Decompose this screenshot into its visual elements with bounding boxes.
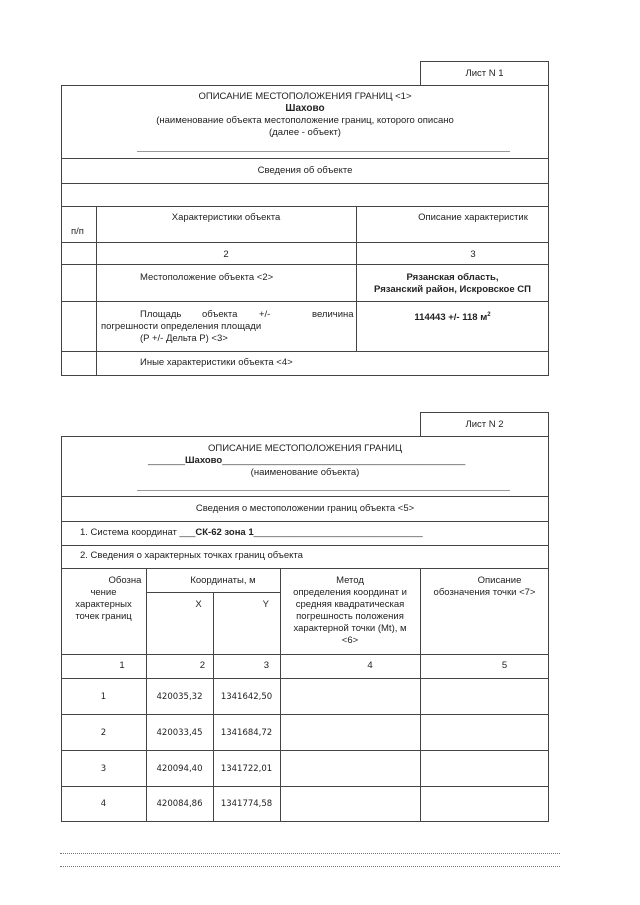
divider xyxy=(61,264,549,265)
area-label-line-3: (P +/- Дельта P) <3> xyxy=(140,333,228,344)
col1-header-4: точек границ xyxy=(75,611,132,622)
point-id: 3 xyxy=(100,764,107,774)
method-header-1: Метод xyxy=(336,575,364,586)
col-index-1: 1 xyxy=(119,660,125,671)
col1-header-1: Обозна xyxy=(108,575,142,586)
point-x: 420035,32 xyxy=(156,692,203,702)
area-label-word-3: +/- xyxy=(259,309,271,320)
sheet-2-label: Лист N 2 xyxy=(465,419,504,430)
column-divider xyxy=(213,592,214,822)
sheet-1-label: Лист N 1 xyxy=(465,68,504,79)
method-header-3: средняя квадратическая xyxy=(295,599,405,610)
area-label-line-2: погрешности определения площади xyxy=(101,321,262,332)
divider xyxy=(61,496,549,497)
name-suffix: ______________________________________________ xyxy=(222,455,466,466)
point-id: 2 xyxy=(100,728,107,738)
sheet-2-object-line xyxy=(148,455,465,467)
divider xyxy=(61,714,549,715)
divider xyxy=(61,183,549,184)
desc-header-2: обозначения точки <7> xyxy=(433,587,536,598)
sheet-1-underline xyxy=(137,151,510,152)
point-id: 1 xyxy=(100,692,107,702)
desc-header-1: Описание xyxy=(477,575,522,586)
divider xyxy=(146,592,280,593)
method-header-4: погрешность положения xyxy=(296,611,404,622)
sheet-1-col3-index: 3 xyxy=(470,249,476,260)
point-y: 1341722,01 xyxy=(220,764,273,774)
sheet-1-col2-index: 2 xyxy=(223,249,229,260)
sheet-2-underline xyxy=(137,490,510,491)
location-value-1: Рязанская область, xyxy=(406,272,499,283)
sheet-2-subtitle: (наименование объекта) xyxy=(250,467,360,478)
area-label-word-2: объекта xyxy=(202,309,238,320)
divider xyxy=(61,158,549,159)
divider xyxy=(61,654,549,655)
sheet-2-title: ОПИСАНИЕ МЕСТОПОЛОЖЕНИЯ ГРАНИЦ xyxy=(208,443,402,454)
divider xyxy=(61,568,549,569)
sheet-2-section-title: Сведения о местоположении границ объекта <5> xyxy=(195,503,415,514)
y-header: Y xyxy=(262,599,269,610)
area-value-text: 114443 +/- 118 м xyxy=(414,312,488,324)
area-label-word-1: Площадь xyxy=(140,309,182,320)
divider xyxy=(61,206,549,207)
col-index-2: 2 xyxy=(199,660,205,671)
column-divider xyxy=(420,568,421,822)
points-title: 2. Сведения о характерных точках границ объекта xyxy=(80,550,303,561)
method-header-5: характерной точки (Mt), м xyxy=(293,623,407,634)
point-x: 420084,86 xyxy=(156,799,203,809)
page-break-line xyxy=(60,866,560,867)
col-index-3: 3 xyxy=(263,660,269,671)
other-characteristics-label: Иные характеристики объекта <4> xyxy=(140,357,293,368)
col-index-4: 4 xyxy=(367,660,373,671)
col1-header-2: чение xyxy=(90,587,117,598)
sheet-1-section-title: Сведения об объекте xyxy=(257,165,353,176)
coord-system-line xyxy=(80,527,423,539)
method-header-2: определения координат и xyxy=(293,587,407,598)
divider xyxy=(61,750,549,751)
x-header: X xyxy=(195,599,202,610)
divider xyxy=(61,521,549,522)
location-label: Местоположение объекта <2> xyxy=(140,272,274,283)
sheet-1-object-name: Шахово xyxy=(285,103,325,114)
location-value-2: Рязанский район, Искровское СП xyxy=(374,284,531,295)
divider xyxy=(61,242,549,243)
area-value xyxy=(356,309,549,324)
method-header-6: <6> xyxy=(341,635,359,646)
coord-system-prefix: 1. Система координат ___ xyxy=(80,527,196,538)
area-value-sup: 2 xyxy=(487,312,491,318)
area-label-word-4: величина xyxy=(312,309,354,320)
sheet-1-col-characteristics: Характеристики объекта xyxy=(171,212,281,223)
name-prefix: _______ xyxy=(148,455,185,466)
sheet-1-col-description: Описание характеристик xyxy=(418,212,528,223)
sheet-1-subtitle-2: (далее - объект) xyxy=(269,127,341,138)
point-y: 1341642,50 xyxy=(220,692,273,702)
divider xyxy=(61,786,549,787)
sheet-1-col-num: п/п xyxy=(71,226,84,237)
point-x: 420094,40 xyxy=(156,764,203,774)
point-x: 420033,45 xyxy=(156,728,203,738)
page-break-line xyxy=(60,853,560,854)
point-y: 1341684,72 xyxy=(220,728,273,738)
col1-header-3: характерных xyxy=(75,599,132,610)
coord-system-value: СК-62 зона 1 xyxy=(195,527,254,538)
point-id: 4 xyxy=(100,799,107,809)
divider xyxy=(61,678,549,679)
coords-header: Координаты, м xyxy=(190,575,256,586)
divider xyxy=(61,301,549,302)
col-index-5: 5 xyxy=(501,660,508,671)
divider xyxy=(61,351,549,352)
sheet-1-title: ОПИСАНИЕ МЕСТОПОЛОЖЕНИЯ ГРАНИЦ <1> xyxy=(198,91,412,102)
point-y: 1341774,58 xyxy=(220,799,273,809)
coord-system-suffix: ________________________________ xyxy=(253,527,423,538)
sheet-2-object-name: Шахово xyxy=(184,455,223,466)
sheet-1-subtitle-1: (наименование объекта местоположение границ, которого описано xyxy=(156,115,454,126)
divider xyxy=(61,545,549,546)
